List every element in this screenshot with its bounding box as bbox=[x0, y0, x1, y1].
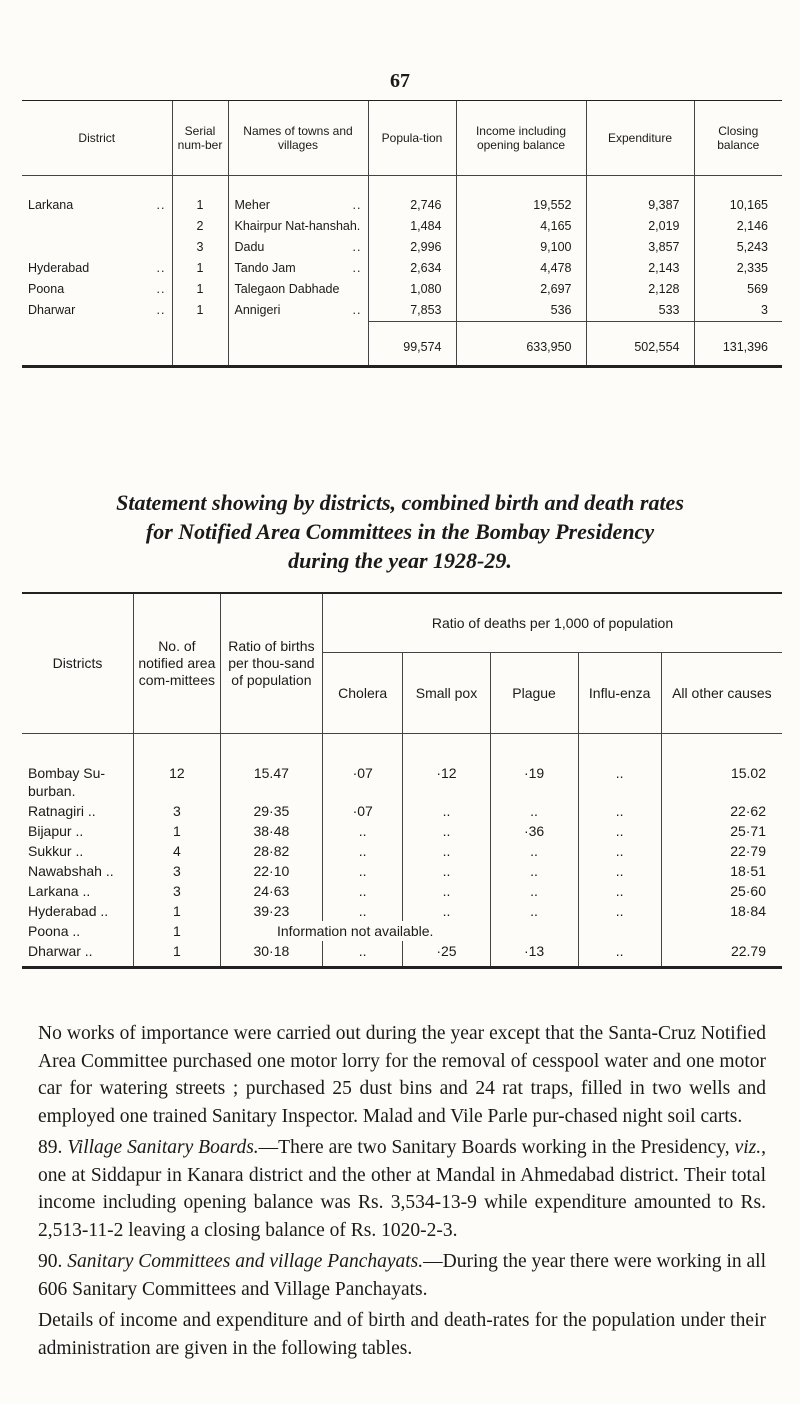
closing-balance-cell: 5,243 bbox=[694, 237, 782, 258]
income-cell: 4,165 bbox=[456, 216, 586, 237]
header-income: Income including opening balance bbox=[456, 101, 586, 176]
district-cell: Poona .. bbox=[28, 282, 166, 296]
district-cell bbox=[22, 237, 172, 258]
page-number: 67 bbox=[390, 70, 410, 92]
header-notified-committees: No. of notified area com-mittees bbox=[133, 593, 220, 734]
table-row: Larkana .. 3 24·63 .. .. .. .. 25·60 bbox=[22, 881, 782, 901]
header-population: Popula-tion bbox=[368, 101, 456, 176]
town-name-cell: Annigeri .. bbox=[228, 300, 368, 322]
table-row: Poona .. 1 Information not available. bbox=[22, 921, 782, 941]
serial-cell: 1 bbox=[172, 258, 228, 279]
town-name-cell: Meher .. bbox=[228, 176, 368, 217]
serial-cell: 1 bbox=[172, 279, 228, 300]
serial-cell: 2 bbox=[172, 216, 228, 237]
closing-balance-cell: 2,146 bbox=[694, 216, 782, 237]
table-row: Sukkur .. 4 28·82 .. .. .. .. 22·79 bbox=[22, 841, 782, 861]
serial-cell: 3 bbox=[172, 237, 228, 258]
district-cell: Larkana .. bbox=[28, 198, 166, 212]
total-closing-balance: 131,396 bbox=[694, 322, 782, 367]
town-name-cell: Khairpur Nat-hanshah. bbox=[228, 216, 368, 237]
closing-balance-cell: 2,335 bbox=[694, 258, 782, 279]
expenditure-cell: 2,128 bbox=[586, 279, 694, 300]
serial-cell: 1 bbox=[172, 300, 228, 322]
header-names-of-towns: Names of towns and villages bbox=[228, 101, 368, 176]
closing-balance-cell: 10,165 bbox=[694, 176, 782, 217]
header-all-other-causes: All other causes bbox=[661, 653, 782, 734]
town-name-cell: Talegaon Dabhade bbox=[228, 279, 368, 300]
income-cell: 2,697 bbox=[456, 279, 586, 300]
paragraph-89: 89. Village Sanitary Boards.—There are two Sanitary Boards working in the Presidency, viz., one at Siddapur in Kanara district and the other at Mandal in Ahmedabad district. Their total income including opening balance was Rs. 3,534-13-9 while expenditure amounted to Rs. 2,513-11-2 leaving a closing balance of Rs. 1020-2-3. bbox=[38, 1137, 767, 1241]
table-row bbox=[22, 258, 782, 279]
population-cell: 2,996 bbox=[368, 237, 456, 258]
total-income: 633,950 bbox=[456, 322, 586, 367]
header-district: District bbox=[22, 101, 172, 176]
expenditure-cell: 2,019 bbox=[586, 216, 694, 237]
section-title-village-sanitary-boards: Village Sanitary Boards. bbox=[67, 1137, 259, 1158]
income-cell: 19,552 bbox=[456, 176, 586, 217]
district-cell: Hyderabad .. bbox=[28, 261, 166, 275]
table-row bbox=[22, 176, 782, 217]
table-header-row bbox=[22, 101, 782, 176]
income-cell: 9,100 bbox=[456, 237, 586, 258]
table-row bbox=[22, 279, 782, 300]
header-serial-number: Serial num-ber bbox=[172, 101, 228, 176]
town-name-cell: Tando Jam .. bbox=[228, 258, 368, 279]
income-cell: 536 bbox=[456, 300, 586, 322]
table-row: Ratnagiri .. 3 29·35 ·07 .. .. .. 22·62 bbox=[22, 801, 782, 821]
table-row bbox=[22, 216, 782, 237]
header-small-pox: Small pox bbox=[403, 653, 490, 734]
expenditure-cell: 2,143 bbox=[586, 258, 694, 279]
table-row bbox=[22, 300, 782, 322]
district-cell bbox=[22, 216, 172, 237]
total-expenditure: 502,554 bbox=[586, 322, 694, 367]
closing-balance-cell: 3 bbox=[694, 300, 782, 322]
population-cell: 2,746 bbox=[368, 176, 456, 217]
table-row: Hyderabad .. 1 39·23 .. .. .. .. 18·84 bbox=[22, 901, 782, 921]
statement-heading: Statement showing by districts, combined birth and death rates for Notified Area Committees in the Bombay Presidency during the year 1928-29. bbox=[116, 490, 684, 573]
body-text bbox=[38, 1020, 766, 1366]
expenditure-cell: 9,387 bbox=[586, 176, 694, 217]
table-row: Bijapur .. 1 38·48 .. .. ·36 .. 25·71 bbox=[22, 821, 782, 841]
section-title-sanitary-committees: Sanitary Committees and village Panchayats. bbox=[67, 1251, 424, 1272]
table-row: Dharwar .. 1 30·18 .. ·25 ·13 .. 22.79 bbox=[22, 941, 782, 968]
header-closing-balance: Closing balance bbox=[694, 101, 782, 176]
table-row: Bombay Su-burban. 12 15.47 ·07 ·12 ·19 .. 15.02 bbox=[22, 734, 782, 802]
header-influenza: Influ-enza bbox=[578, 653, 661, 734]
town-name-cell: Dadu .. bbox=[228, 237, 368, 258]
header-birth-ratio: Ratio of births per thou-sand of population bbox=[220, 593, 322, 734]
table-row: Nawabshah .. 3 22·10 .. .. .. .. 18·51 bbox=[22, 861, 782, 881]
total-population: 99,574 bbox=[368, 322, 456, 367]
header-plague: Plague bbox=[490, 653, 578, 734]
paragraph-90: 90. Sanitary Committees and village Panchayats.—During the year there were working in all 606 Sanitary Committees and Village Panchayats. bbox=[38, 1251, 766, 1300]
serial-cell: 1 bbox=[172, 176, 228, 217]
towns-finance-table bbox=[22, 100, 782, 368]
information-not-available-note: Information not available. bbox=[220, 921, 490, 941]
paragraph-details: Details of income and expenditure and of birth and death-rates for the population under their administration are given in the following tables. bbox=[38, 1310, 766, 1359]
income-cell: 4,478 bbox=[456, 258, 586, 279]
expenditure-cell: 533 bbox=[586, 300, 694, 322]
totals-row bbox=[22, 322, 782, 367]
expenditure-cell: 3,857 bbox=[586, 237, 694, 258]
header-districts: Districts bbox=[22, 593, 133, 734]
closing-balance-cell: 569 bbox=[694, 279, 782, 300]
header-cholera: Cholera bbox=[323, 653, 403, 734]
population-cell: 1,080 bbox=[368, 279, 456, 300]
birth-death-rates-table bbox=[22, 592, 782, 969]
population-cell: 2,634 bbox=[368, 258, 456, 279]
paragraph-santa-cruz: No works of importance were carried out during the year except that the Santa-Cruz Notified Area Committee purchased one motor lorry for the removal of cesspool water and one motor car for watering streets ; purchased 25 dust bins and 24 rat traps, filled in two wells and employed one trained Sanitary Inspector. Malad and Vile Parle pur-chased night soil carts. bbox=[38, 1023, 766, 1127]
table-row bbox=[22, 237, 782, 258]
population-cell: 7,853 bbox=[368, 300, 456, 322]
district-cell: Dharwar .. bbox=[28, 303, 166, 317]
header-expenditure: Expenditure bbox=[586, 101, 694, 176]
population-cell: 1,484 bbox=[368, 216, 456, 237]
header-death-ratio: Ratio of deaths per 1,000 of population bbox=[323, 593, 783, 653]
